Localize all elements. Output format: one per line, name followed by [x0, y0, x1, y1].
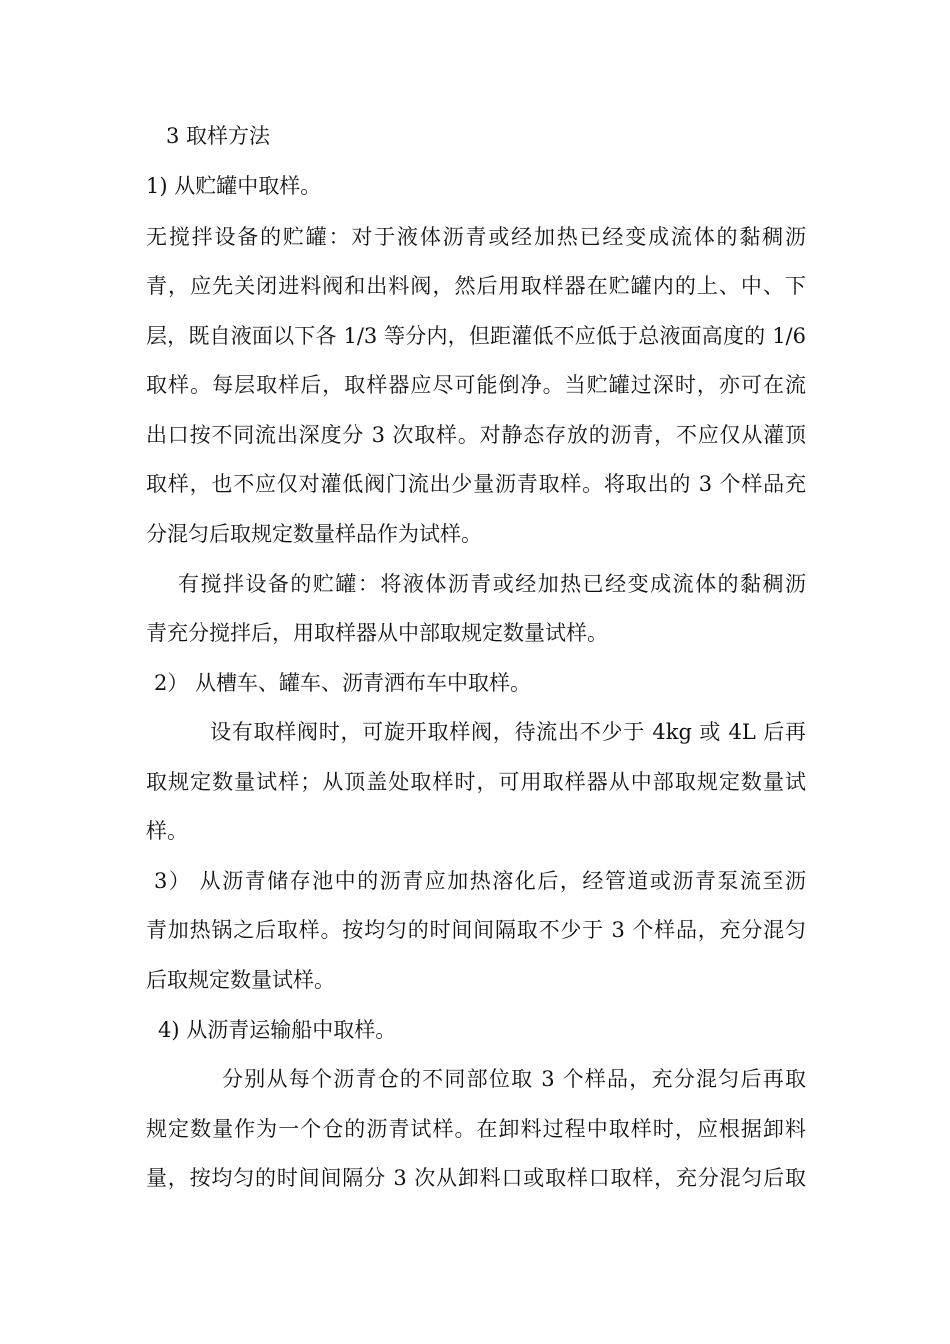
- subsection-heading-3: 3） 从沥青储存池中的沥青应加热溶化后，经管道或沥青泵流至沥: [154, 869, 806, 893]
- paragraph-line: 取规定数量试样；从顶盖处取样时，可用取样器从中部取规定数量试: [146, 770, 806, 794]
- section-heading: 3 取样方法: [166, 124, 271, 148]
- paragraph-line: 无搅拌设备的贮罐：对于液体沥青或经加热已经变成流体的黏稠沥: [146, 225, 806, 249]
- subsection-heading-1: 1) 从贮罐中取样。: [146, 174, 322, 198]
- paragraph-line: 青充分搅拌后，用取样器从中部取规定数量试样。: [146, 621, 608, 645]
- paragraph-line: 取样。每层取样后，取样器应尽可能倒净。当贮罐过深时，亦可在流: [146, 373, 806, 397]
- paragraph-line: 分别从每个沥青仓的不同部位取 3 个样品，充分混匀后再取: [222, 1067, 806, 1091]
- paragraph-line: 青，应先关闭进料阀和出料阀，然后用取样器在贮罐内的上、中、下: [146, 274, 806, 298]
- subsection-heading-4: 4) 从沥青运输船中取样。: [158, 1018, 397, 1042]
- paragraph-line: 分混匀后取规定数量样品作为试样。: [146, 522, 482, 546]
- paragraph-line: 设有取样阀时，可旋开取样阀，待流出不少于 4kg 或 4L 后再: [210, 720, 806, 744]
- paragraph-line: 样。: [146, 819, 188, 843]
- paragraph-line: 有搅拌设备的贮罐：将液体沥青或经加热已经变成流体的黏稠沥: [178, 572, 806, 596]
- paragraph-line: 后取规定数量试样。: [146, 968, 335, 992]
- paragraph-line: 青加热锅之后取样。按均匀的时间间隔取不少于 3 个样品，充分混匀: [146, 918, 806, 942]
- paragraph-line: 出口按不同流出深度分 3 次取样。对静态存放的沥青，不应仅从灌顶: [146, 423, 806, 447]
- paragraph-line: 规定数量作为一个仓的沥青试样。在卸料过程中取样时，应根据卸料: [146, 1117, 806, 1141]
- paragraph-line: 取样，也不应仅对灌低阀门流出少量沥青取样。将取出的 3 个样品充: [146, 472, 806, 496]
- paragraph-line: 层，既自液面以下各 1/3 等分内，但距灌低不应低于总液面高度的 1/6: [146, 324, 806, 348]
- subsection-heading-2: 2） 从槽车、罐车、沥青洒布车中取样。: [154, 671, 532, 695]
- paragraph-line: 量，按均匀的时间间隔分 3 次从卸料口或取样口取样，充分混匀后取: [146, 1166, 806, 1190]
